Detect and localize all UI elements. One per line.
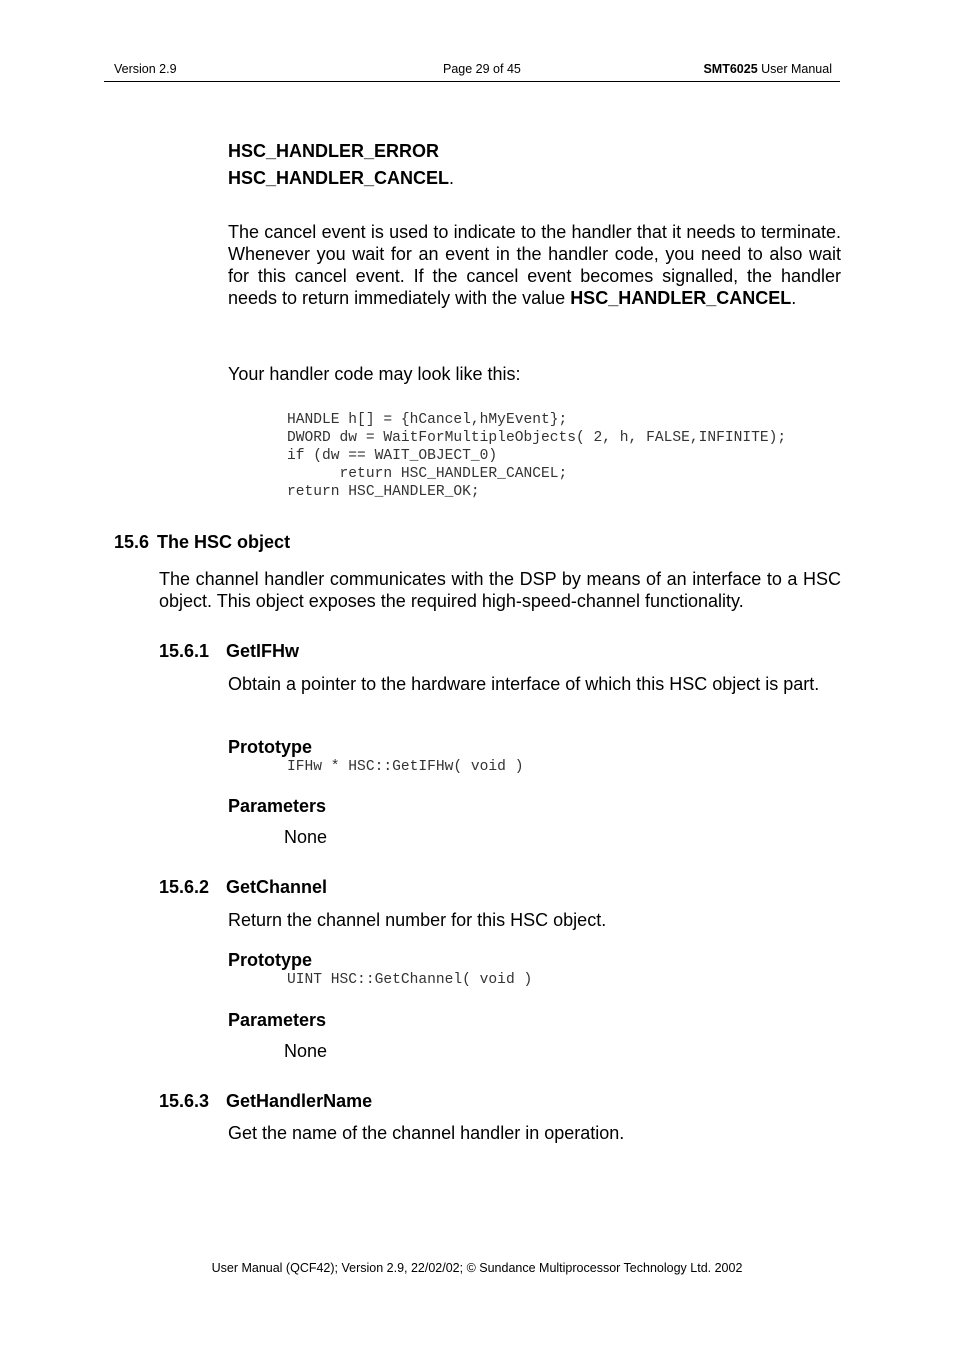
cancel-event-text: The cancel event is used to indicate to the handler that it needs to terminate. Whenever you wait for an event in the handler code, you need to also wait for this cancel event. If the cancel event becomes signalled, the handler needs to return immediately with the value <box>228 222 841 308</box>
getifhw-parameters-label: Parameters <box>228 796 327 816</box>
cancel-event-bold: HSC_HANDLER_CANCEL <box>570 288 792 308</box>
code-line: return HSC_HANDLER_OK; <box>287 484 480 500</box>
code-line: return HSC_HANDLER_CANCEL; <box>287 466 568 482</box>
code-line: DWORD dw = WaitForMultipleObjects( 2, h, FALSE,INFINITE); <box>287 430 787 446</box>
section-paragraph: The channel handler communicates with the DSP by means of an interface to a HSC object. This object exposes the required high-speed-channel functionality. <box>159 569 841 611</box>
footer-text: User Manual (QCF42); Version 2.9, 22/02/02; © Sundance Multiprocessor Technology Ltd. 2002 <box>211 1261 743 1275</box>
section-title: The HSC object <box>157 532 291 552</box>
section-number: 15.6 <box>114 532 150 552</box>
getchannel-parameters-value: None <box>284 1041 328 1061</box>
getifhw-prototype-code: IFHw * HSC::GetIFHw( void ) <box>287 759 524 775</box>
code-block <box>287 411 786 501</box>
gethandlername-description: Get the name of the channel handler in operation. <box>228 1123 625 1143</box>
header-page-number: Page 29 of 45 <box>443 62 521 76</box>
getchannel-prototype-code: UINT HSC::GetChannel( void ) <box>287 972 533 988</box>
header-product: SMT6025 <box>703 62 758 76</box>
getifhw-description: Obtain a pointer to the hardware interface of which this HSC object is part. <box>228 674 820 694</box>
subsection-heading-gethandlername <box>159 1091 372 1112</box>
subsection-number: 15.6.3 <box>159 1091 210 1111</box>
getifhw-parameters-value: None <box>284 827 328 847</box>
subsection-number: 15.6.2 <box>159 877 210 897</box>
subsection-title: GetChannel <box>226 877 328 897</box>
subsection-title: GetIFHw <box>226 641 300 661</box>
getchannel-prototype-label: Prototype <box>228 950 313 970</box>
header-version: Version 2.9 <box>114 62 177 76</box>
subsection-heading-getifhw <box>159 641 299 662</box>
constant-handler-cancel <box>228 167 454 189</box>
section-heading <box>114 532 290 553</box>
constant-handler-error: HSC_HANDLER_ERROR <box>228 141 440 161</box>
getifhw-prototype-label: Prototype <box>228 737 313 757</box>
subsection-number: 15.6.1 <box>159 641 210 661</box>
constant-handler-cancel-name: HSC_HANDLER_CANCEL <box>228 168 450 188</box>
code-lead-text: Your handler code may look like this: <box>228 364 521 384</box>
subsection-title: GetHandlerName <box>226 1091 373 1111</box>
cancel-event-end: . <box>791 288 797 308</box>
header-rule <box>104 81 840 82</box>
constant-handler-cancel-suffix: . <box>449 168 455 188</box>
cancel-event-paragraph <box>228 221 841 309</box>
code-line: HANDLE h[] = {hCancel,hMyEvent}; <box>287 412 568 428</box>
getchannel-description: Return the channel number for this HSC object. <box>228 910 607 930</box>
subsection-heading-getchannel <box>159 877 327 898</box>
getchannel-parameters-label: Parameters <box>228 1010 327 1030</box>
header-manual: User Manual <box>757 62 832 76</box>
code-line: if (dw == WAIT_OBJECT_0) <box>287 448 498 464</box>
header-title <box>703 62 832 76</box>
